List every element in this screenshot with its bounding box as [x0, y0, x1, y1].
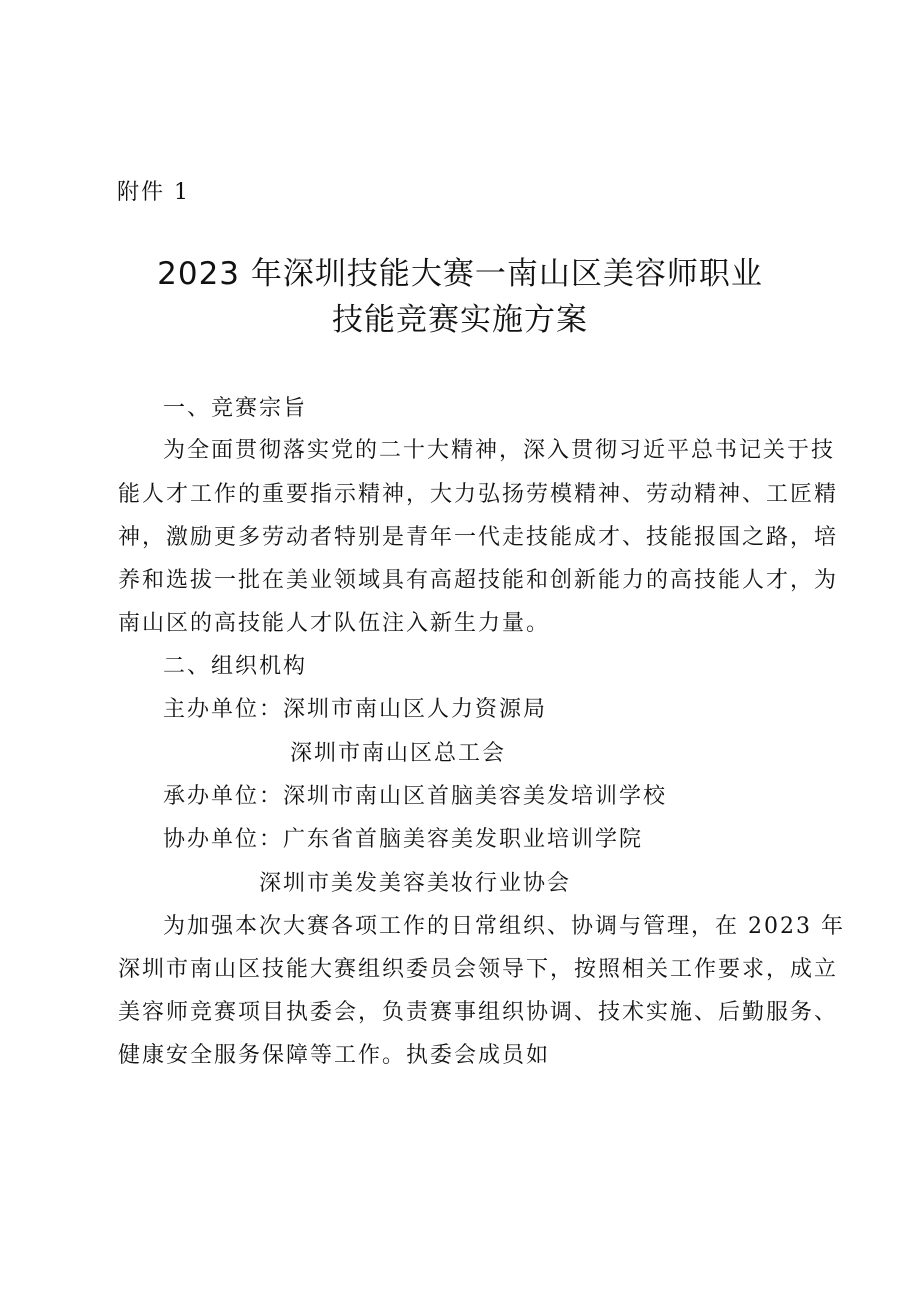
organizer-unit-line: 承办单位：深圳市南山区首脑美容美发培训学校	[163, 784, 668, 809]
purpose-paragraph-line: 南山区的高技能人才队伍注入新生力量。	[118, 611, 551, 636]
organization-paragraph-line: 美容师竞赛项目执委会，负责赛事组织协调、技术实施、后勤服务、	[118, 1000, 839, 1025]
purpose-paragraph-line: 养和选拔一批在美业领域具有高超技能和创新能力的高技能人才，为	[118, 568, 839, 593]
organization-paragraph-line: 为加强本次大赛各项工作的日常组织、协调与管理，在 2023 年	[163, 914, 845, 939]
coorganizer-unit-line: 协办单位：广东省首脑美容美发职业培训学院	[163, 827, 644, 852]
organization-paragraph-line: 健康安全服务保障等工作。执委会成员如	[118, 1043, 551, 1068]
coorganizer-unit-second-line: 深圳市美发美容美妆行业协会	[259, 871, 572, 896]
host-unit-second-line: 深圳市南山区总工会	[290, 741, 507, 766]
host-unit-line: 主办单位：深圳市南山区人力资源局	[163, 697, 548, 722]
section-heading-purpose: 一、竞赛宗旨	[163, 396, 308, 421]
purpose-paragraph-line: 能人才工作的重要指示精神，大力弘扬劳模精神、劳动精神、工匠精	[118, 482, 839, 507]
purpose-paragraph-line: 为全面贯彻落实党的二十大精神，深入贯彻习近平总书记关于技	[163, 438, 836, 463]
organization-paragraph-line: 深圳市南山区技能大赛组织委员会领导下，按照相关工作要求，成立	[118, 957, 839, 982]
attachment-label: 附件 1	[117, 180, 190, 205]
purpose-paragraph-line: 神，激励更多劳动者特别是青年一代走技能成才、技能报国之路，培	[118, 525, 839, 550]
section-heading-organization: 二、组织机构	[163, 654, 308, 679]
document-title-line-1: 2023 年深圳技能大赛一南山区美容师职业	[157, 256, 763, 292]
document-title-line-2: 技能竞赛实施方案	[332, 302, 588, 338]
